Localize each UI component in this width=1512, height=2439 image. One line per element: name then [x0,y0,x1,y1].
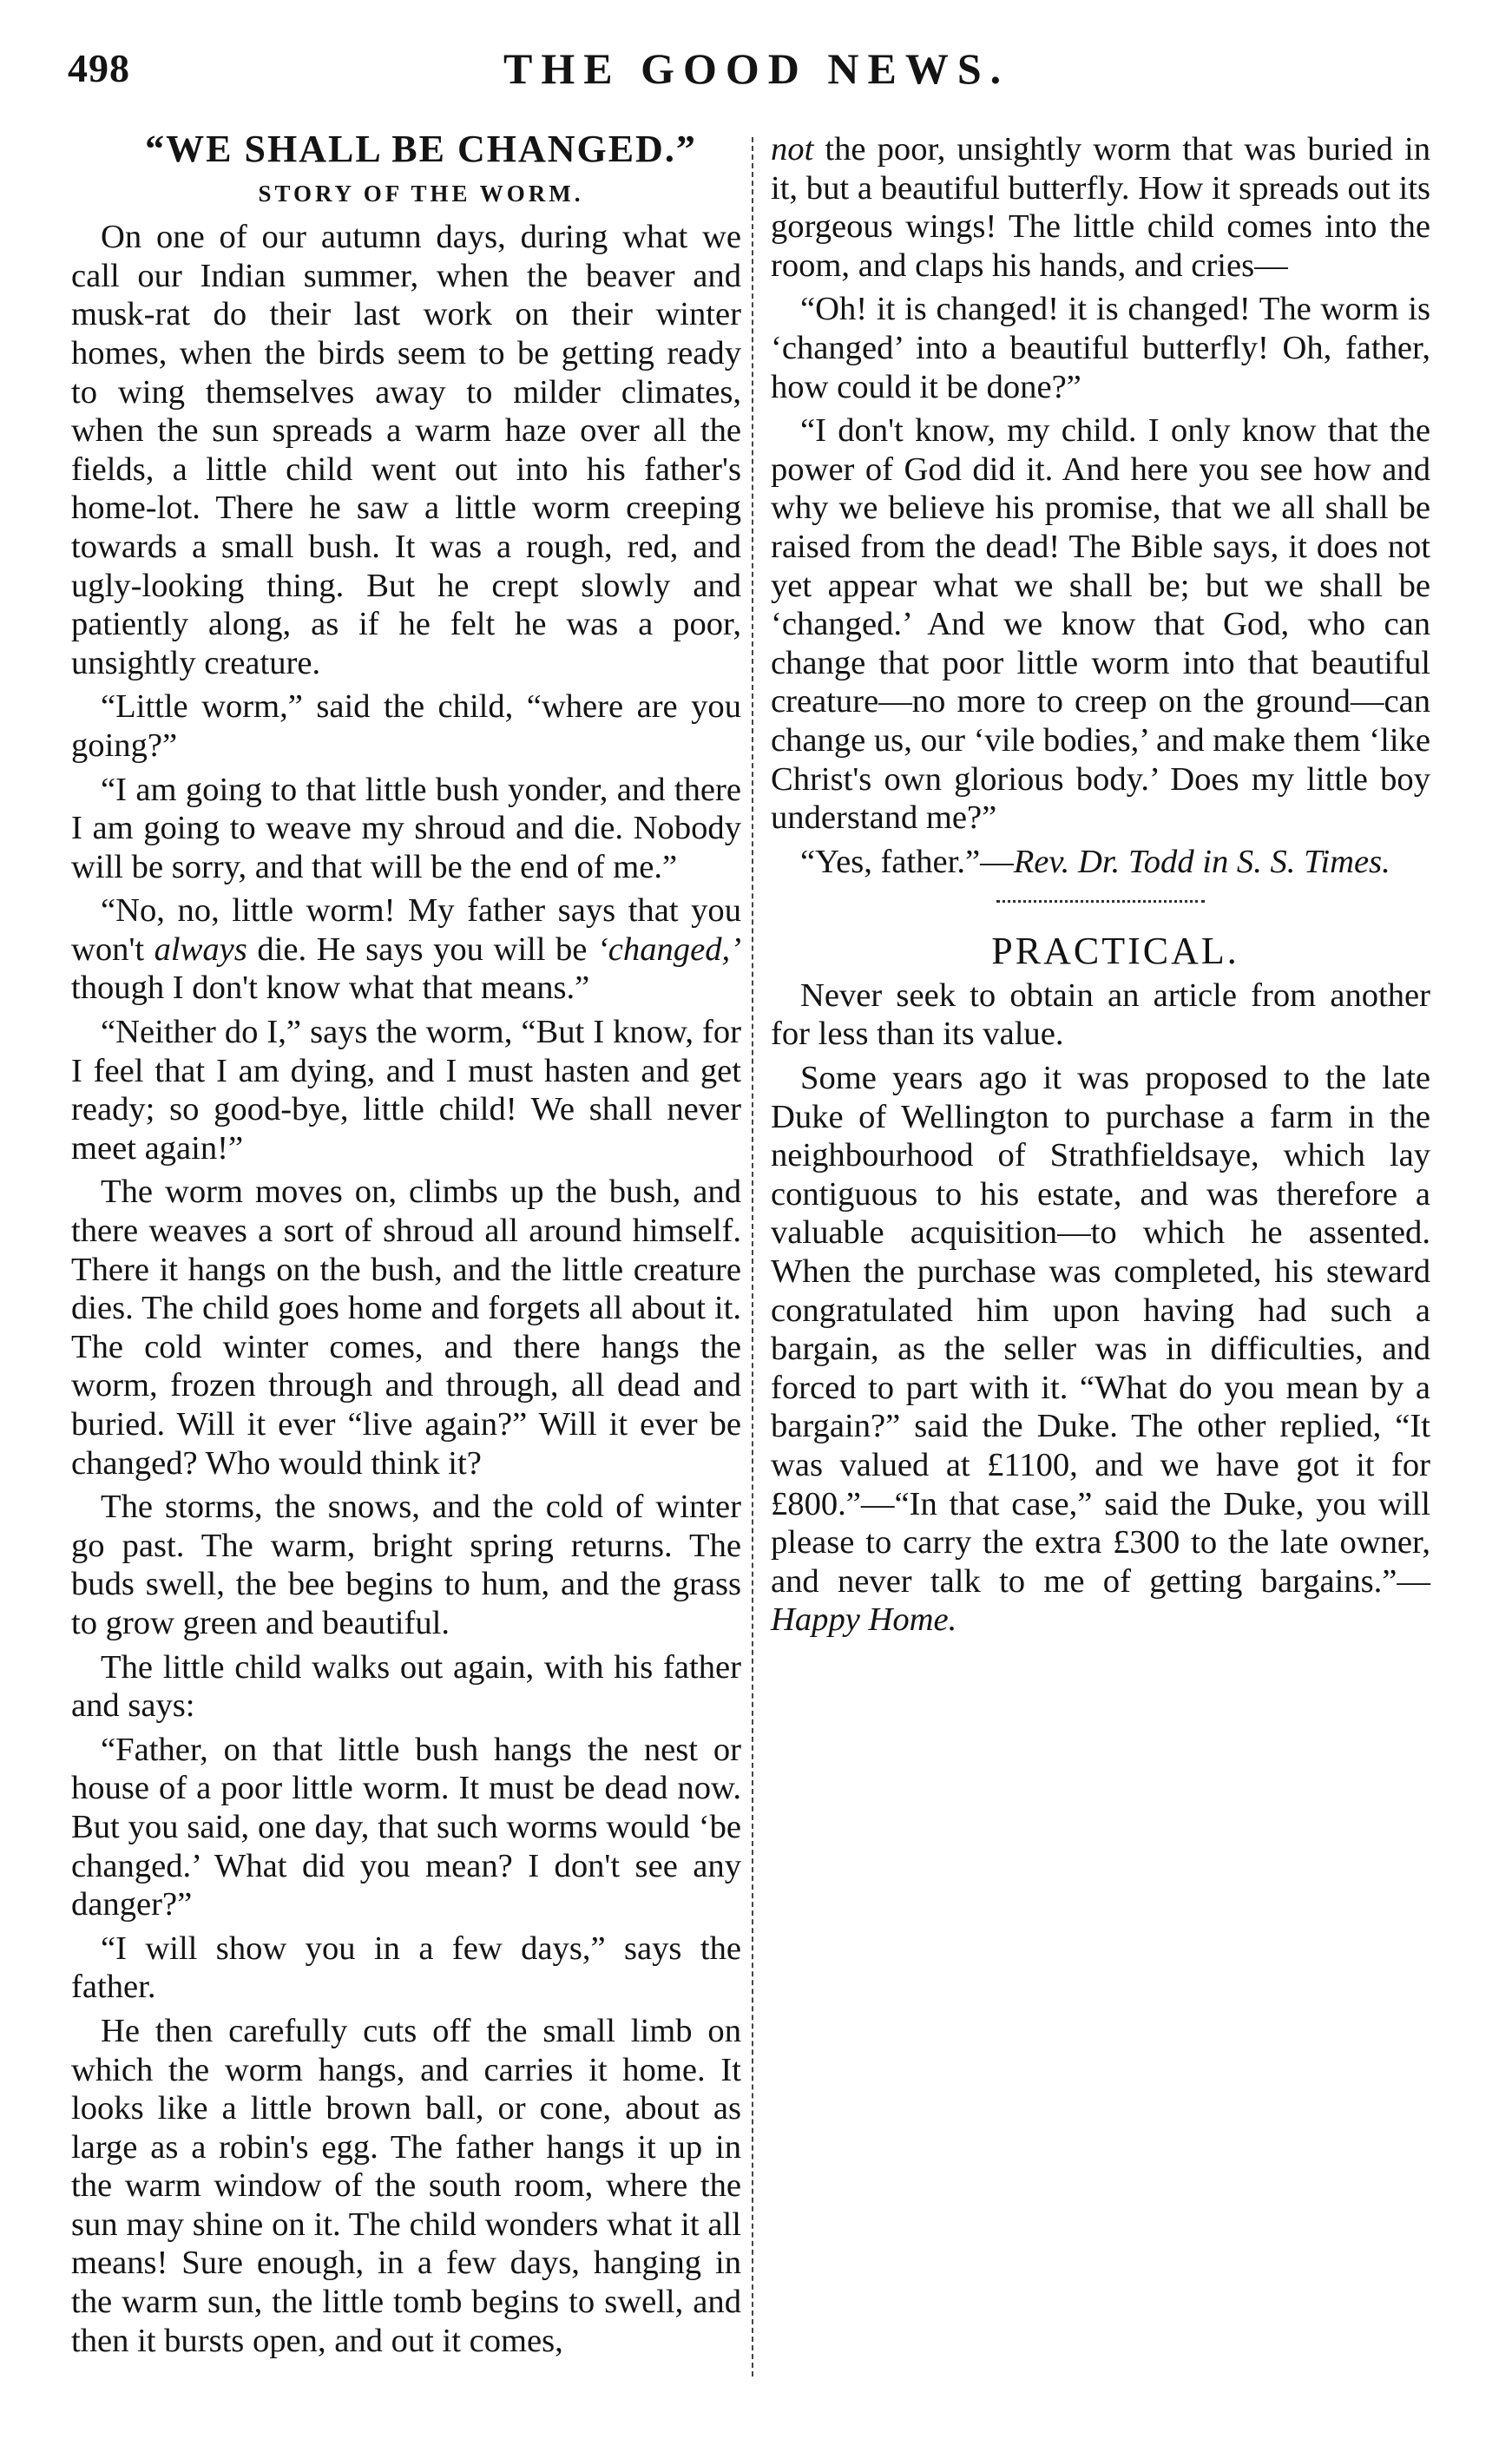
paragraph: Never seek to obtain an article from another for less than its value. [771,976,1430,1053]
emphasis: not [771,131,814,168]
section-separator [996,900,1205,903]
text-run: Some years ago it was proposed to the late Duke of Wellington to purchase a farm in the neighbourhood of Strathfieldsaye, which lay contiguous to his estate, and was therefore a valuable acquisition—to which he assented. When the purchase was completed, his steward congratulated him upon having had such a bargain, as the seller was in difficulties, and forced to part with it. “What do you mean by a bargain?” said the Duke. The other replied, “It was valued at £1100, and we have got it for £800.”—“In that case,” said the Duke, you will please to carry the extra £300 to the late owner, and never talk to me of getting bargains.”— [771,1060,1430,1600]
article-title: “WE SHALL BE CHANGED.” [145,128,697,170]
section-title: PRACTICAL. [991,930,1239,973]
paragraph [771,130,1430,285]
paragraph [771,1059,1430,1640]
paragraph: “Father, on that little bush hangs the nest or house of a poor little worm. It must be dead now. But you said, one day, that such worms would ‘be changed.’ What did you mean? I don't see any danger?” [71,1731,741,1923]
paragraph: “I don't know, my child. I only know that the power of God did it. And here you see how and why we believe his promise, that we all shall be raised from the dead! The Bible says, it does not yet appear what we shall be; but we shall be ‘changed.’ And we know that God, who can change that poor little worm into that beautiful creature—no more to creep on the ground—can change us, our ‘vile bodies,’ and make them ‘like Christ's own glorious body.’ Does my little boy understand me?” [771,412,1430,837]
source-credit: Rev. Dr. Todd in S. S. Times. [1013,843,1390,880]
paragraph: “Neither do I,” says the worm, “But I know, for I feel that I am dying, and I must hasten and get ready; so good-bye, little child! We shall never meet again!” [71,1014,741,1167]
right-column [771,130,1430,1640]
paragraph: The little child walks out again, with his father and says: [71,1648,741,1725]
left-column [71,130,741,2360]
paragraph: “I will show you in a few days,” says the father. [71,1930,741,2006]
emphasis: always [154,930,247,968]
paragraph: The worm moves on, climbs up the bush, and there weaves a sort of shroud all around himself. There it hangs on the bush, and the little creature dies. The child goes home and forgets all about it. The cold winter comes, and there hangs the worm, frozen through and through, all dead and buried. Will it ever “live again?” Will it ever be changed? Who would think it? [71,1173,741,1482]
column-divider [752,137,753,2377]
paragraph: The storms, the snows, and the cold of winter go past. The warm, bright spring returns. The buds swell, the bee begins to hum, and the grass to grow green and beautiful. [71,1489,741,1641]
source-credit: Happy Home. [771,1601,957,1639]
paragraph: He then carefully cuts off the small limb on which the worm hangs, and carries it home. It looks like a little brown ball, or cone, about as large as a robin's egg. The father hangs it up in the warm window of the south room, where the sun may shine on it. The child wonders what it all means! Sure enough, in a few days, hanging in the warm sun, the little tomb begins to swell, and then it bursts open, and out it comes, [71,2012,741,2359]
paragraph: On one of our autumn days, during what we call our Indian summer, when the beaver and musk-rat do their last work on their winter homes, when the birds seem to be getting ready to wing themselves away to milder climates, when the sun spreads a warm haze over all the fields, a little child went out into his father's home-lot. There he saw a little worm creeping towards a small bush. It was a rough, red, and ugly-looking thing. But he crept slowly and patiently along, as if he felt he was a poor, unsightly creature. [71,219,741,681]
text-run: the poor, unsightly worm that was buried in it, but a beautiful butterfly. How it spreads out its gorgeous wings! The little child comes into the room, and claps his hands, and cries— [771,131,1430,284]
article-subtitle: STORY OF THE WORM. [258,180,584,207]
paragraph [71,891,741,1008]
text-run: though I don't know what that means.” [71,970,590,1007]
text-run: die. He says you will be [247,930,597,968]
page-number: 498 [68,46,130,90]
text-run: “No, no, little worm! My father says that you won't [71,892,741,968]
paragraph [771,843,1430,882]
text-run: “Yes, father.”— [800,843,1014,880]
emphasis: ‘changed,’ [596,930,741,968]
running-head: THE GOOD NEWS. [503,44,1010,93]
paragraph: “Oh! it is changed! it is changed! The worm is ‘changed’ into a beautiful butterfly! Oh, father, how could it be done?” [771,291,1430,405]
paragraph: “I am going to that little bush yonder, and there I am going to weave my shroud and die. Nobody will be sorry, and that will be the end of me.” [71,771,741,885]
paragraph: “Little worm,” said the child, “where are you going?” [71,688,741,764]
